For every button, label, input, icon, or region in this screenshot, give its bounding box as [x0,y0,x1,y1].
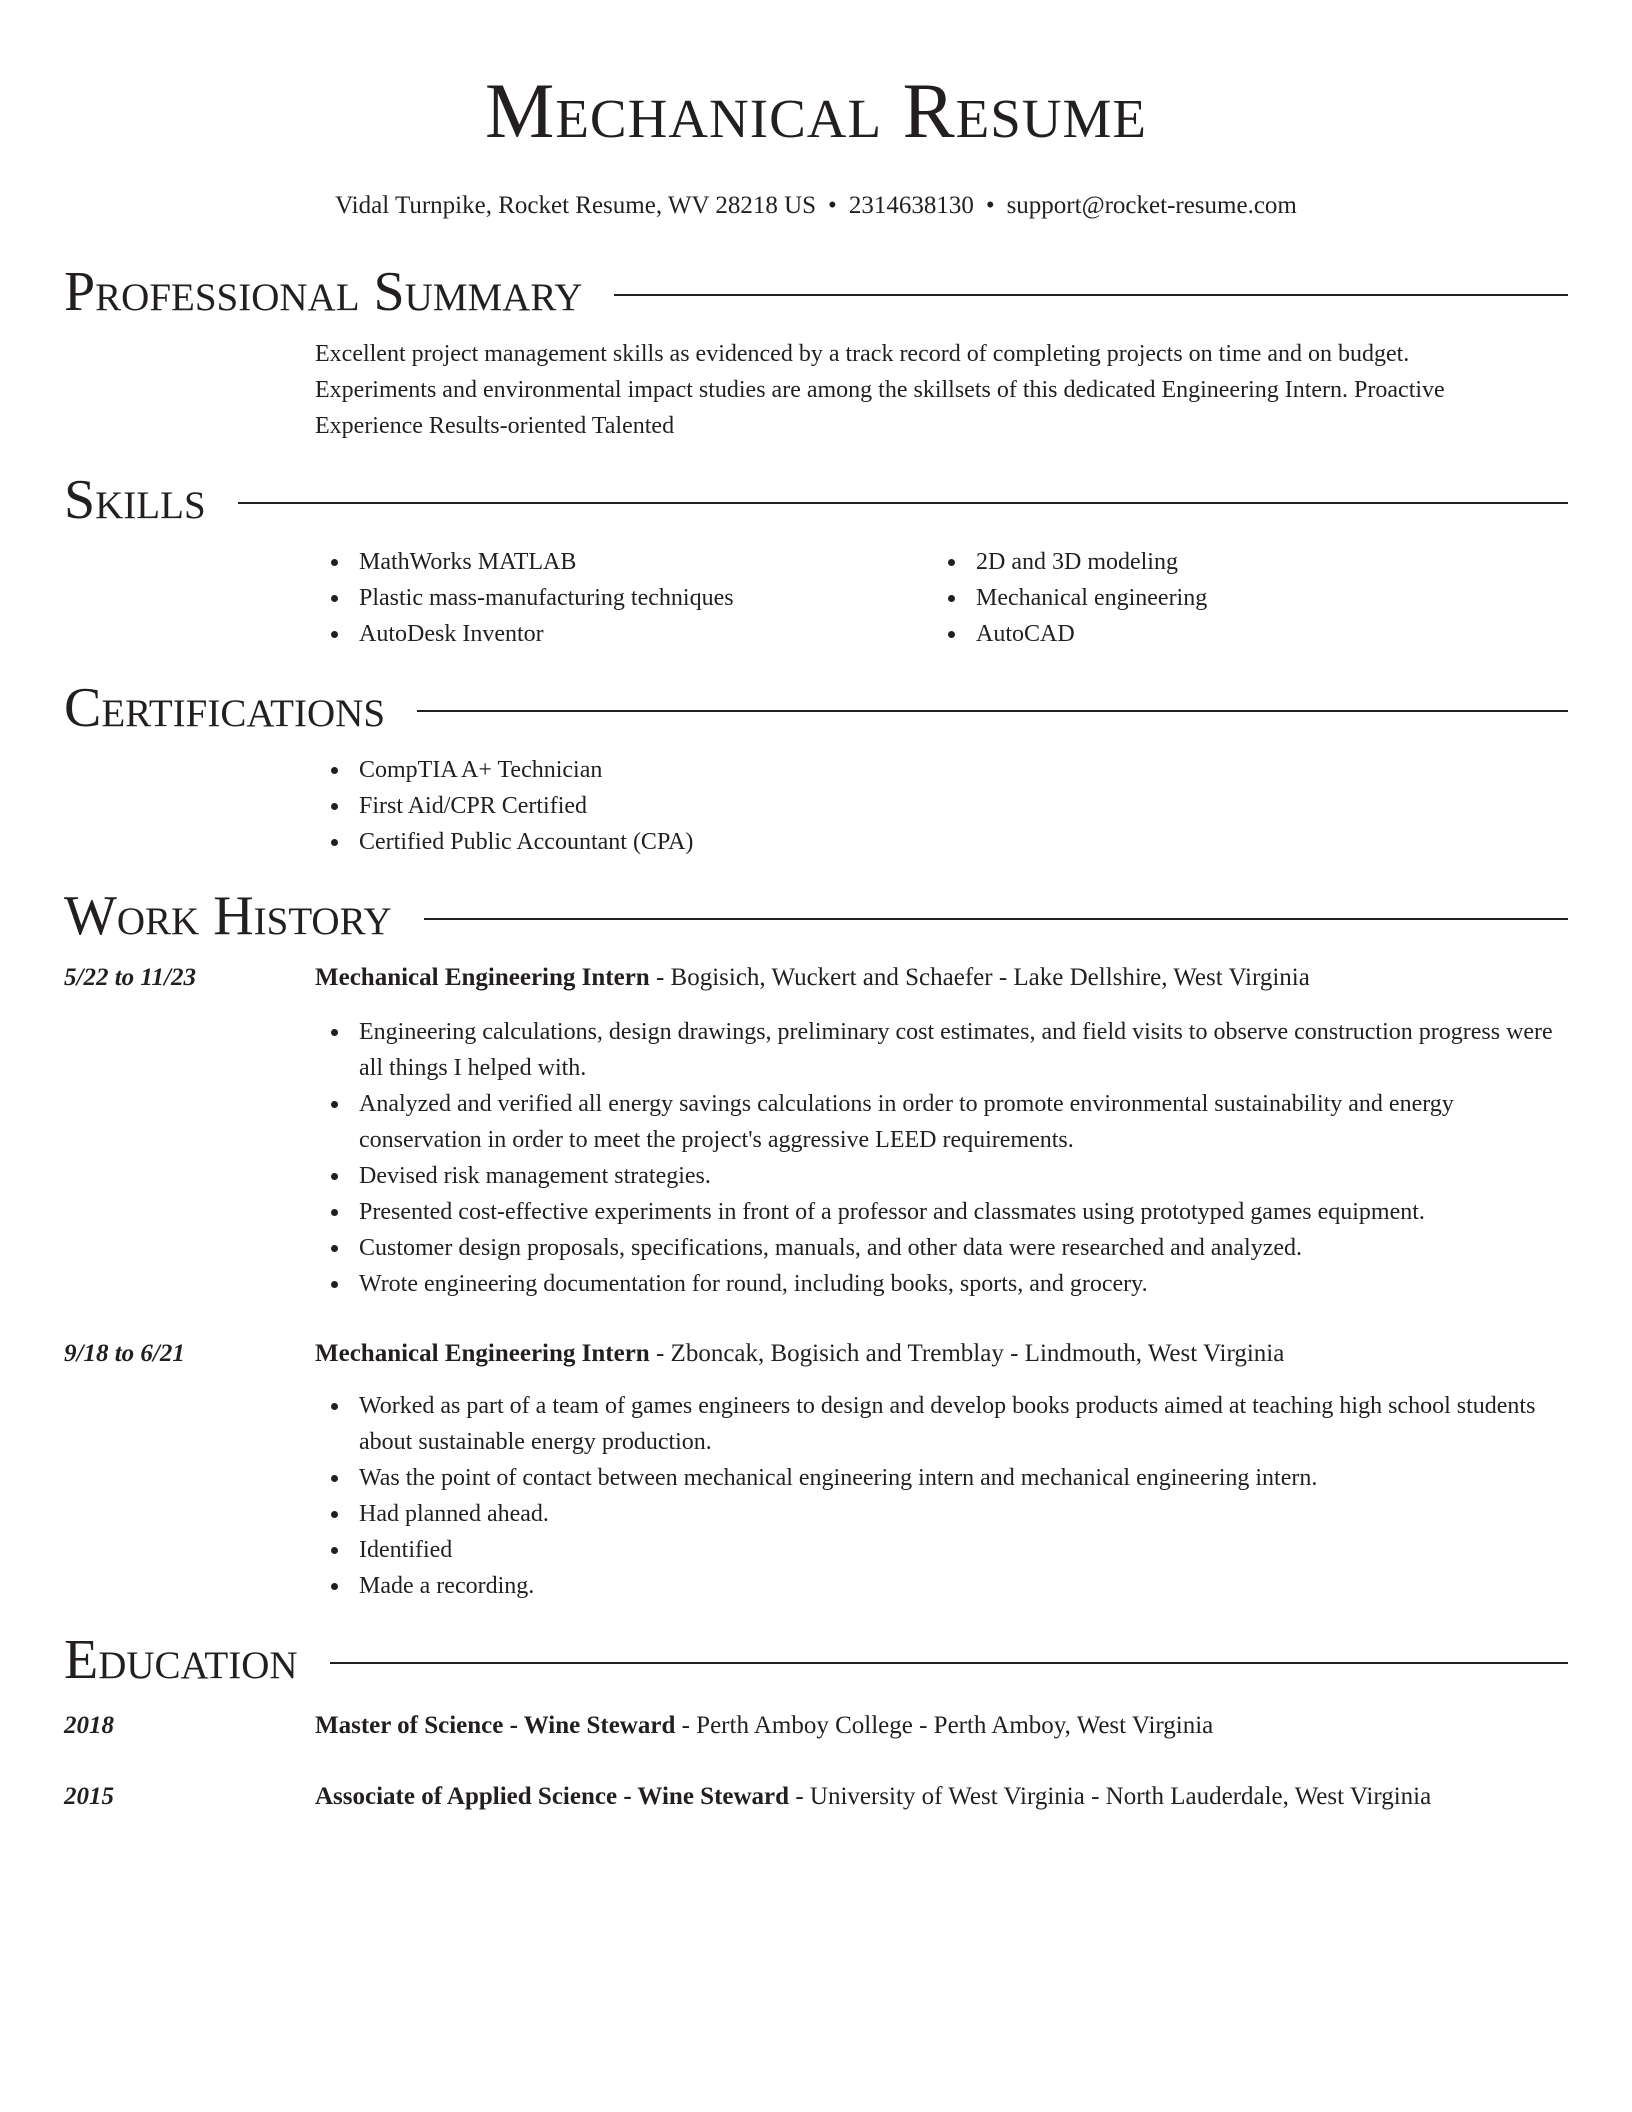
certification-item: CompTIA A+ Technician [315,752,1568,788]
certification-item: Certified Public Accountant (CPA) [315,824,1568,860]
summary-section-title: Professional Summary [64,261,583,323]
job-bullet: Worked as part of a team of games engineers to design and develop books products aimed at teaching high school students about sustainable energy production. [315,1388,1568,1460]
contact-address: Vidal Turnpike, Rocket Resume, WV 28218 US [335,192,817,219]
job-bullet: Engineering calculations, design drawings, preliminary cost estimates, and field visits to observe construction progress were all things I helped with. [315,1014,1568,1086]
section-divider [330,1662,1568,1664]
job-bullet: Had planned ahead. [315,1496,1568,1532]
job-dates: 9/18 to 6/21 [64,1340,185,1367]
section-divider [417,710,1568,712]
education-section-header [64,1628,1568,1692]
job-heading [315,1336,1284,1372]
summary-line: Excellent project management skills as evidenced by a track record of completing projects on time and on budget. [315,341,1410,367]
education-details: - Perth Amboy College - Perth Amboy, West Virginia [675,1712,1214,1739]
job-details: - Zboncak, Bogisich and Tremblay - Lindmouth, West Virginia [649,1340,1285,1367]
contact-separator: • [828,192,837,219]
skills-column-right [932,544,1549,652]
skills-section-title: Skills [64,469,206,531]
certifications-section-title: Certifications [64,677,386,739]
section-divider [424,918,1568,920]
skills-column-left [315,544,932,652]
job-bullet: Devised risk management strategies. [315,1158,1568,1194]
job-header [64,960,1568,996]
job-details: - Bogisich, Wuckert and Schaefer - Lake Dellshire, West Virginia [649,964,1310,991]
skills-list [315,544,1568,652]
job-bullet: Customer design proposals, specifications, manuals, and other data were researched and analyzed. [315,1230,1568,1266]
contact-line [64,190,1568,222]
resume-name: Mechanical Resume [484,67,1148,154]
contact-phone: 2314638130 [848,192,974,219]
contact-email[interactable]: support@rocket-resume.com [1006,192,1297,219]
education-heading [315,1779,1431,1815]
certifications-list [315,752,1568,860]
work-section-title: Work History [64,885,392,947]
job-entry [64,960,1568,1302]
education-entry [64,1779,1568,1815]
certifications-section-header [64,676,1568,740]
skill-item: Plastic mass-manufacturing techniques [315,580,932,616]
contact-separator: • [985,192,995,219]
job-bullet: Was the point of contact between mechanical engineering intern and mechanical engineering intern. [315,1460,1568,1496]
section-divider [238,502,1568,504]
job-entry [64,1336,1568,1604]
skill-item: AutoDesk Inventor [315,616,932,652]
education-section-title: Education [64,1629,298,1691]
education-heading [315,1708,1213,1744]
job-bullet: Identified [315,1532,1568,1568]
skill-item: 2D and 3D modeling [932,544,1549,580]
education-year: 2015 [64,1783,114,1810]
summary-line: Experiments and environmental impact studies are among the skillsets of this dedicated Engineering Intern. Proactive [315,377,1445,403]
section-divider [614,294,1568,296]
job-bullet: Presented cost-effective experiments in front of a professor and classmates using prototyped games equipment. [315,1194,1568,1230]
education-entry [64,1708,1568,1744]
job-bullets [315,1388,1568,1604]
skills-section-header [64,468,1568,532]
job-title: Mechanical Engineering Intern [315,964,650,991]
certification-item: First Aid/CPR Certified [315,788,1568,824]
skill-item: AutoCAD [932,616,1549,652]
summary-line: Experience Results-oriented Talented [315,413,675,439]
job-dates: 5/22 to 11/23 [64,964,196,991]
skill-item: Mechanical engineering [932,580,1549,616]
education-details: - University of West Virginia - North Lauderdale, West Virginia [789,1783,1432,1810]
education-degree: Associate of Applied Science - Wine Steward [315,1783,790,1810]
job-bullets [315,1014,1568,1302]
job-header [64,1336,1568,1372]
education-degree: Master of Science - Wine Steward [315,1712,676,1739]
job-heading [315,960,1310,996]
job-bullet: Made a recording. [315,1568,1568,1604]
summary-text [315,336,1568,444]
job-bullet: Analyzed and verified all energy savings calculations in order to promote environmental sustainability and energy conservation in order to meet the project's aggressive LEED requirements. [315,1086,1568,1158]
job-title: Mechanical Engineering Intern [315,1340,650,1367]
education-year: 2018 [64,1712,114,1739]
summary-section-header [64,260,1568,324]
job-bullet: Wrote engineering documentation for round, including books, sports, and grocery. [315,1266,1568,1302]
skill-item: MathWorks MATLAB [315,544,932,580]
work-section-header [64,884,1568,948]
